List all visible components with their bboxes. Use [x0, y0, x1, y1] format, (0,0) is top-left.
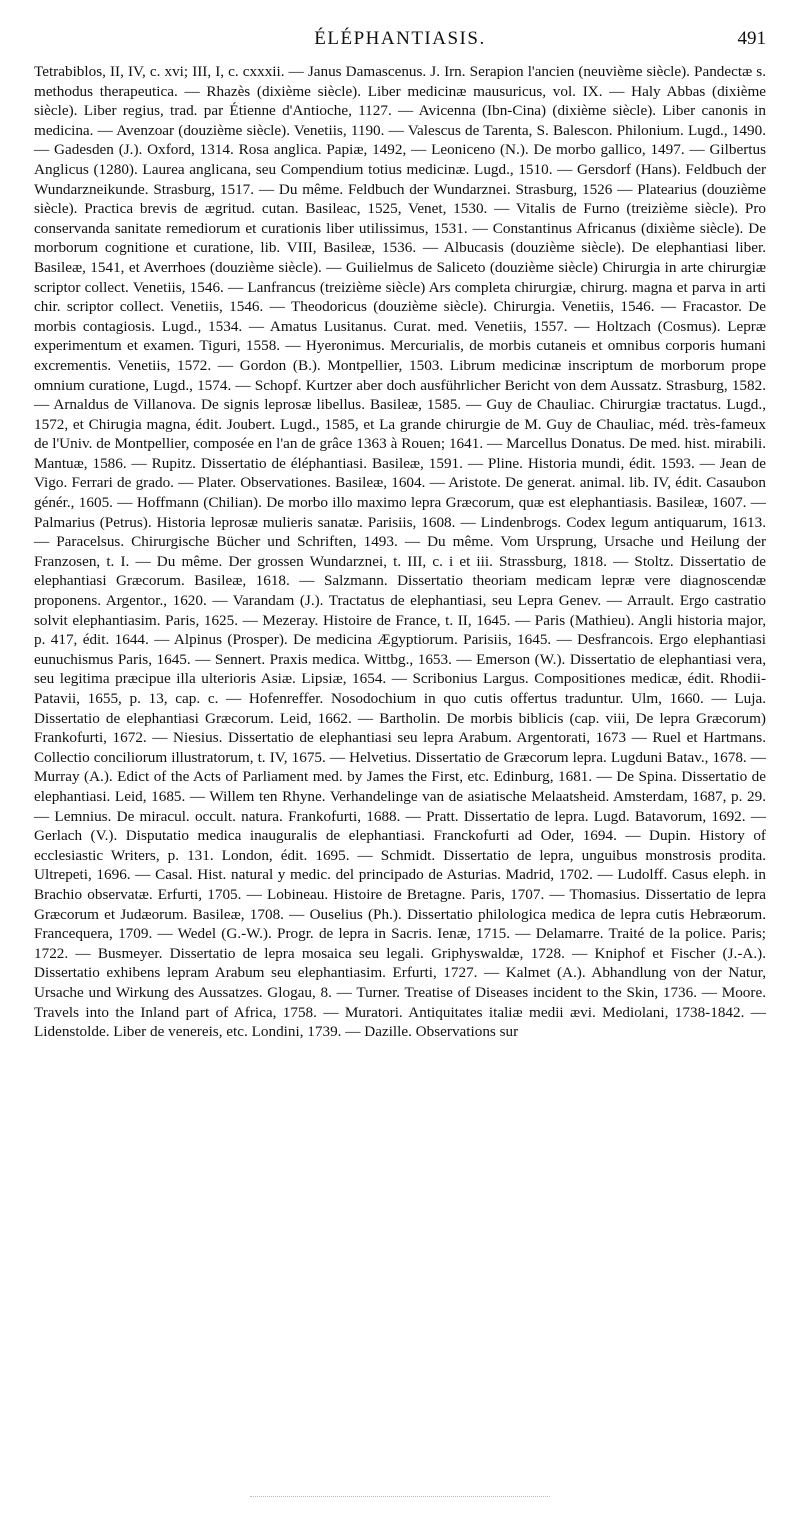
page-number: 491	[737, 28, 766, 49]
page-header	[34, 28, 766, 58]
footer-rule	[250, 1496, 550, 1497]
bibliography-text: Tetrabiblos, II, IV, c. xvi; III, I, c. cxxxii. — Janus Damascenus. J. Irn. Serapion l'ancien (neuvième siècle). Pandectæ s. methodus therapeutica. — Rhazès (dixième siècle). Liber medicinæ mausuricus, vol. IX. — Haly Abbas (dixième siècle). Liber regius, trad. par Étienne d'Antioche, 1127. — Avicenna (Ibn-Cina) (dixième siècle). Liber canonis in medicina. — Avenzoar (douzième siècle). Venetiis, 1190. — Valescus de Tarenta, S. Balescon. Philonium. Lugd., 1490. — Gadesden (J.). Oxford, 1314. Rosa anglica. Papiæ, 1492, — Leoniceno (N.). De morbo gallico, 1497. — Gilbertus Anglicus (1280). Laurea anglicana, seu Compendium totius medicinæ. Lugd., 1510. — Gersdorf (Hans). Feldbuch der Wundarzneikunde. Strasburg, 1517. — Du même. Feldbuch der Wundarznei. Strasburg, 1526 — Platearius (douzième siècle). Practica brevis de ægritud. cutan. Basileac, 1525, Venet, 1530. — Vitalis de Furno (treizième siècle). Pro conservanda sanitate remediorum et curationis liber utilissimus, 1531. — Constantinus Africanus (dixième siècle). De morborum cognitione et curatione, lib. VIII, Basileæ, 1536. — Albucasis (douzième siècle). De elephantiasi liber. Basileæ, 1541, et Averrhoes (douzième siècle). — Guilielmus de Saliceto (douzième siècle) Chirurgia in arte chirurgiæ scriptor collect. Venetiis, 1546. — Lanfrancus (treizième siècle) Ars completa chirurgiæ, chirurg. magna et parva in arti chir. scriptor collect. Venetiis, 1546. — Theodoricus (douzième siècle). Chirurgia. Venetiis, 1546. — Fracastor. De morbis contagiosis. Lugd., 1534. — Amatus Lusitanus. Curat. med. Venetiis, 1557. — Holtzach (Cosmus). Lepræ experimentum et examen. Tiguri, 1558. — Hyeronimus. Mercurialis, de morbis cutaneis et omnibus corporis humani excrementis. Venetiis, 1572. — Gordon (B.). Montpellier, 1503. Librum medicinæ inscriptum de morborum prope omnium curatione, Lugd., 1574. — Schopf. Kurtzer aber doch ausführlicher Bericht von dem Aussatz. Strasburg, 1582. — Arnaldus de Villanova. De signis leprosæ libellus. Basileæ, 1585. — Guy de Chauliac. Chirurgiæ tractatus. Lugd., 1572, et Chirugia magna, édit. Joubert. Lugd., 1585, et La grande chirurgie de M. Guy de Chauliac, méd. très-fameux de l'Univ. de Montpellier, composée en l'an de grâce 1363 à Rouen; 1641. — Marcellus Donatus. De med. hist. mirabili. Mantuæ, 1586. — Rupitz. Dissertatio de éléphantiasi. Basileæ, 1591. — Pline. Historia mundi, édit. 1593. — Jean de Vigo. Ferrari de grado. — Plater. Observationes. Basileæ, 1604. — Aristote. De generat. animal. lib. IV, édit. Casaubon génér., 1605. — Hoffmann (Chilian). De morbo illo maximo lepra Græcorum, quæ est elephantiasis. Basileæ, 1607. — Palmarius (Petrus). Historia leprosæ mulieris sanatæ. Parisiis, 1608. — Lindenbrogs. Codex legum antiquarum, 1613. — Paracelsus. Chirurgische Bücher und Schriften, 1493. — Du même. Vom Ursprung, Ursache und Heilung der Franzosen, t. I. — Du même. Der grossen Wundarznei, t. III, c. i et iii. Strassburg, 1818. — Stoltz. Dissertatio de elephantiasi Græcorum. Basileæ, 1618. — Salzmann. Dissertatio theoriam medicam lepræ vere diagnoscendæ proponens. Argentor., 1620. — Varandam (J.). Tractatus de elephantiasi, seu Lepra Genev. — Arrault. Ergo castratio solvit elephantiasim. Paris, 1625. — Mezeray. Histoire de France, t. II, 1645. — Paris (Mathieu). Angli historia major, p. 417, édit. 1644. — Alpinus (Prosper). De medicina Ægyptiorum. Parisiis, 1645. — Desfrancois. Ergo elephantiasi eunuchismus Paris, 1645. — Sennert. Praxis medica. Wittbg., 1653. — Emerson (W.). Dissertatio de elephantiasi vera, seu legitima præcipue illa ulterioris Asiæ. Lipsiæ, 1654. — Scribonius Largus. Compositiones medicæ, édit. Rhodii-Patavii, 1655, p. 13, cap. c. — Hofenreffer. Nosodochium in quo cutis offertus traduntur. Ulm, 1660. — Luja. Dissertatio de elephantiasi Græcorum. Leid, 1662. — Bartholin. De morbis biblicis (cap. viii, De lepra Græcorum) Frankofurti, 1672. — Niesius. Dissertatio de elephantiasi seu lepra Arabum. Argentorati, 1673 — Ruel et Hartmans. Collectio conciliorum illustratorum, t. IV, 1675. — Helvetius. Dissertatio de Græcorum lepra. Lugduni Batav., 1678. — Murray (A.). Edict of the Acts of Parliament med. by James the First, etc. Edinburg, 1681. — De Spina. Dissertatio de elephantiasi. Leid, 1685. — Willem ten Rhyne. Verhandelinge van de asiatische Melaatsheid. Amsterdam, 1687, p. 29. — Lemnius. De miracul. occult. natura. Frankofurti, 1688. — Pratt. Dissertatio de lepra. Lugd. Batavorum, 1692. — Gerlach (V.). Disputatio medica inauguralis de elephantiasi. Franckofurti ad Oder, 1694. — Dupin. History of ecclesiastic Writers, p. 131. London, édit. 1695. — Schmidt. Dissertatio de lepra, unguibus monstrosis prodita. Ultrepeti, 1696. — Casal. Hist. natural y medic. del principado de Asturias. Madrid, 1702. — Ludolff. Casus eleph. in Brachio observatæ. Erfurti, 1705. — Lobineau. Histoire de Bretagne. Paris, 1707. — Thomasius. Dissertatio de lepra Græcorum et Judæorum. Basileæ, 1708. — Ouselius (Ph.). Dissertatio philologica medica de lepra cutis Hebræorum. Francequera, 1709. — Wedel (G.-W.). Progr. de lepra in Sacris. Ienæ, 1715. — Delamarre. Traité de la police. Paris; 1722. — Busmeyer. Dissertatio de lepra mosaica seu legali. Griphyswaldæ, 1728. — Kniphof et Fischer (J.-A.). Dissertatio exhibens lepram Arabum seu elephantiasim. Erfurti, 1727. — Kalmet (A.). Abhandlung von der Natur, Ursache und Wirkung des Aussatzes. Glogau, 8. — Turner. Treatise of Diseases incident to the Skin, 1736. — Moore. Travels into the Inland part of Africa, 1758. — Muratori. Antiquitates italiæ medii ævi. Mediolani, 1738-1842. — Lidenstolde. Liber de venereis, etc. Londini, 1739. — Dazille. Observations sur	[34, 63, 766, 1041]
running-title: ÉLÉPHANTIASIS.	[314, 28, 486, 49]
